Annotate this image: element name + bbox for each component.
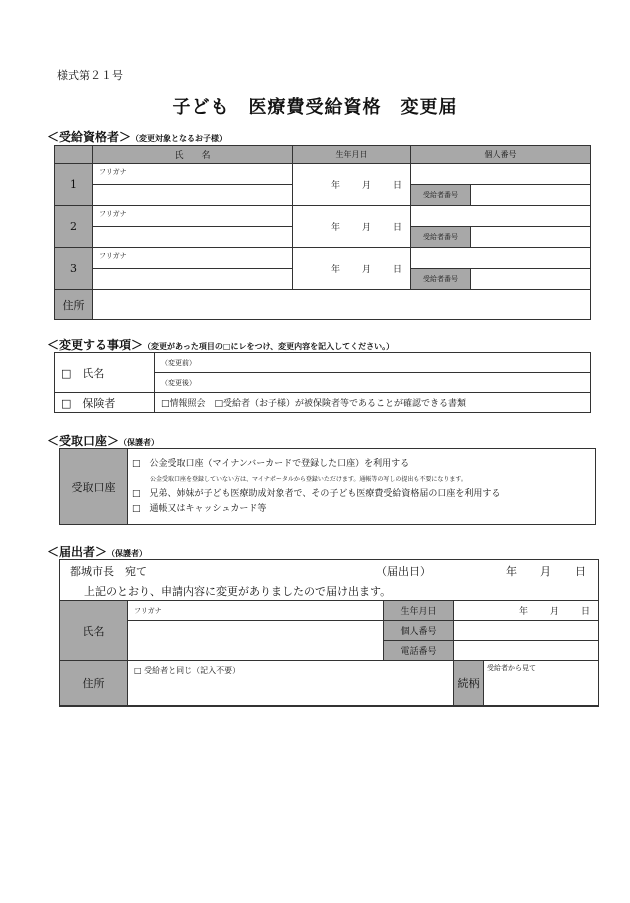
after-field[interactable]: （変更後） [155, 373, 591, 393]
year-label: 年 [330, 181, 340, 191]
filing-day-label: 日 [575, 565, 586, 578]
account-option-public-note: 公金受取口座を登録していない方は、マイナポータルから登録いただけます。通帳等の写しの提出も不要になります。 [150, 475, 467, 483]
name-field[interactable] [93, 227, 293, 248]
recipient-number-label: 受給者番号 [411, 269, 471, 290]
section-heading-text: ＜受給資格者＞ [47, 130, 132, 144]
recipient-number-field[interactable] [471, 227, 591, 248]
furigana-field[interactable] [93, 206, 293, 227]
furigana-field[interactable] [93, 248, 293, 269]
mynumber-cells[interactable] [411, 164, 591, 185]
page-title: 子ども 医療費受給資格 変更届 [172, 97, 458, 118]
change-insurer-checkbox[interactable]: □ 保険者 [55, 393, 155, 413]
furigana-label: フリガナ [99, 252, 127, 260]
section-recipient-heading [47, 128, 227, 145]
applicant-name-field[interactable] [128, 621, 384, 661]
relation-note: 受給者から見て [487, 664, 536, 672]
furigana-label: フリガナ [134, 606, 162, 615]
section-heading-text: ＜受取口座＞ [47, 434, 120, 448]
relation-label: 続柄 [454, 661, 484, 706]
addressee: 都城市長 宛て [70, 565, 147, 578]
year-label: 年 [518, 607, 528, 617]
month-label: 月 [549, 607, 559, 617]
mynumber-cells[interactable] [411, 248, 591, 269]
applicant-birth-label: 生年月日 [384, 601, 454, 621]
recipient-number-label: 受給者番号 [411, 227, 471, 248]
birthdate-field[interactable] [293, 164, 411, 206]
address-field[interactable] [93, 290, 591, 320]
applicant-address-label: 住所 [60, 661, 128, 706]
year-label: 年 [330, 223, 340, 233]
row-number: 2 [55, 206, 93, 248]
section-account-heading [47, 432, 159, 449]
applicant-birth-field[interactable] [454, 601, 599, 621]
section-note: （変更があった項目の□にレをつけ、変更内容を記入してください。） [143, 342, 395, 351]
birthdate-field[interactable] [293, 248, 411, 290]
year-label: 年 [330, 265, 340, 275]
day-label: 日 [581, 607, 591, 617]
applicant-phone-label: 電話番号 [384, 641, 454, 661]
applicant-phone-field[interactable] [454, 641, 599, 661]
recipient-number-label: 受給者番号 [411, 185, 471, 206]
account-option-passbook[interactable]: □ 通帳又はキャッシュカード等 [132, 503, 267, 514]
form-number: 様式第２１号 [57, 69, 123, 82]
same-as-recipient-checkbox[interactable]: □ 受給者と同じ（記入不要） [134, 666, 241, 675]
month-label: 月 [361, 223, 371, 233]
insurer-options[interactable]: □情報照会 □受給者（お子様）が被保険者等であることが確認できる書類 [155, 393, 591, 413]
day-label: 日 [392, 181, 402, 191]
name-field[interactable] [93, 185, 293, 206]
furigana-label: フリガナ [99, 168, 127, 176]
section-applicant-heading [47, 543, 147, 560]
relation-field[interactable] [484, 661, 599, 706]
month-label: 月 [361, 181, 371, 191]
name-field[interactable] [93, 269, 293, 290]
day-label: 日 [392, 265, 402, 275]
applicant-table [59, 600, 599, 706]
statement-text: 上記のとおり、申請内容に変更がありましたので届け出ます。 [84, 585, 392, 598]
account-option-sibling[interactable]: □ 兄弟、姉妹が子ども医療助成対象者で、その子ども医療費受給資格届の口座を利用する [132, 488, 501, 499]
month-label: 月 [361, 265, 371, 275]
furigana-label: フリガナ [99, 210, 127, 218]
filing-year-label: 年 [506, 565, 517, 578]
filing-date-label: （届出日） [376, 565, 431, 578]
account-label: 受取口座 [60, 449, 128, 525]
section-heading-text: ＜変更する事項＞ [47, 338, 144, 352]
applicant-mynumber-cells[interactable] [454, 621, 599, 641]
row-number: 1 [55, 164, 93, 206]
furigana-field[interactable] [93, 164, 293, 185]
filing-month-label: 月 [540, 565, 551, 578]
column-birth-header: 生年月日 [293, 146, 411, 164]
birthdate-field[interactable] [293, 206, 411, 248]
mynumber-cells[interactable] [411, 206, 591, 227]
account-table [59, 448, 596, 525]
row-number: 3 [55, 248, 93, 290]
applicant-address-field[interactable] [128, 661, 454, 706]
address-label: 住所 [55, 290, 93, 320]
applicant-name-label: 氏名 [60, 601, 128, 661]
account-option-public[interactable]: □ 公金受取口座（マイナンバーカードで登録した口座）を利用する [132, 458, 410, 469]
change-name-checkbox[interactable]: □ 氏名 [55, 353, 155, 393]
recipient-number-field[interactable] [471, 269, 591, 290]
column-mynumber-header: 個人番号 [411, 146, 591, 164]
day-label: 日 [392, 223, 402, 233]
applicant-mynumber-label: 個人番号 [384, 621, 454, 641]
applicant-furigana-field[interactable] [128, 601, 384, 621]
before-field[interactable]: （変更前） [155, 353, 591, 373]
section-change-heading [47, 336, 394, 353]
section-note: （保護者） [119, 438, 160, 447]
section-note: （保護者） [107, 549, 148, 558]
column-name-header: 氏 名 [93, 146, 293, 164]
recipient-number-field[interactable] [471, 185, 591, 206]
recipient-table [54, 145, 591, 320]
change-table [54, 352, 591, 413]
section-note: （変更対象となるお子様） [131, 134, 228, 143]
section-heading-text: ＜届出者＞ [47, 545, 108, 559]
